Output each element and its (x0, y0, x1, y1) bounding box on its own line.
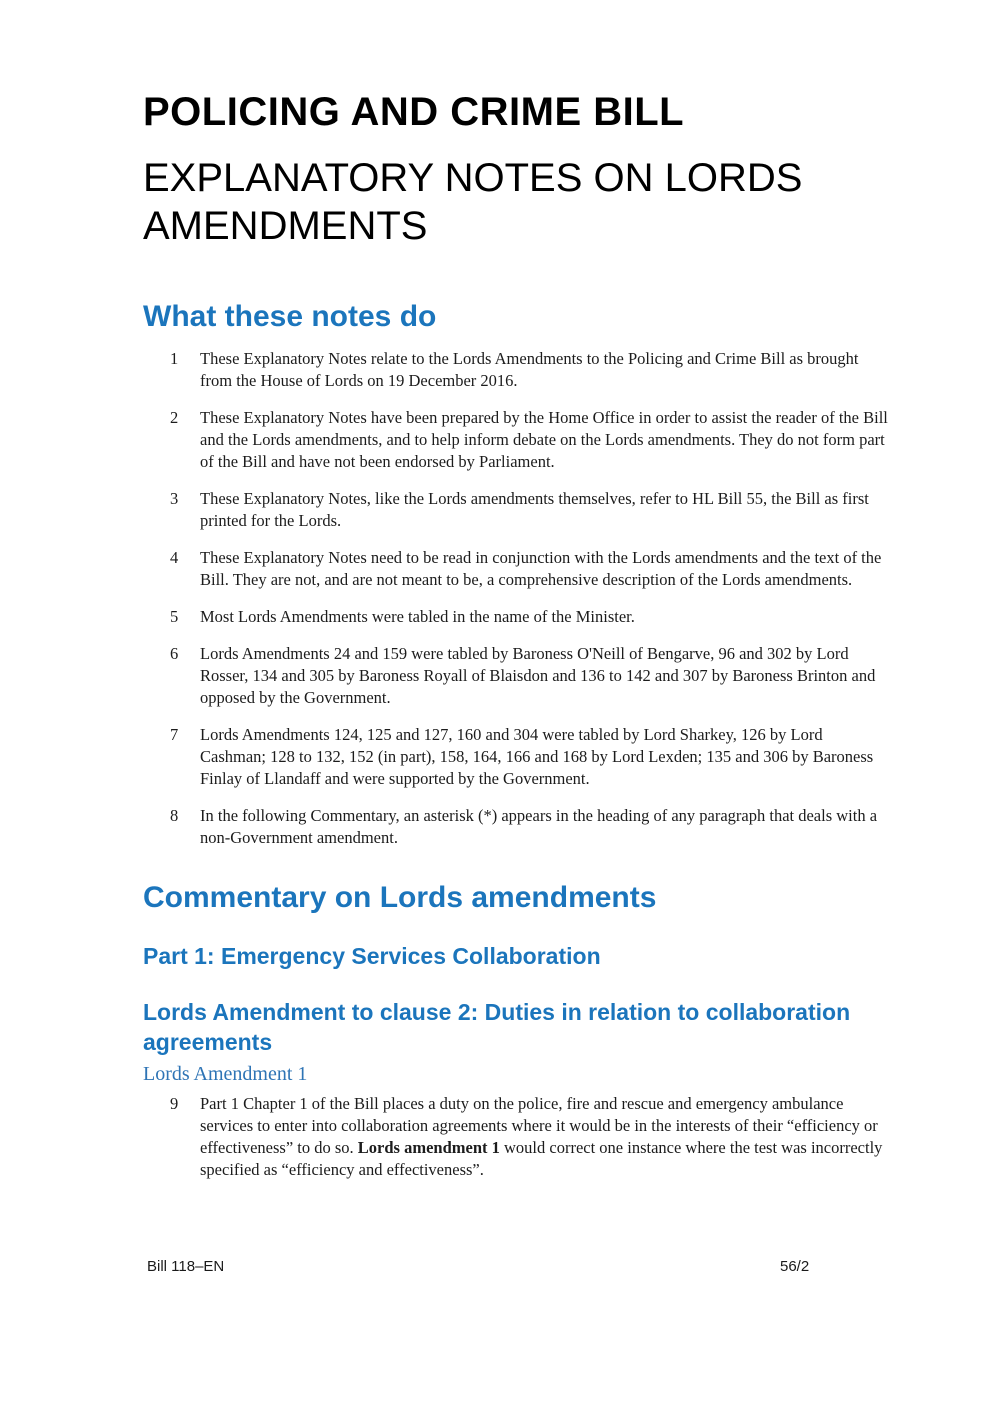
paragraph-number: 6 (170, 644, 179, 663)
doc-subtitle: EXPLANATORY NOTES ON LORDS AMENDMENTS (143, 156, 803, 248)
numbered-paragraph-3 (143, 488, 891, 532)
numbered-paragraph-7 (143, 724, 891, 790)
paragraph-9-text-after: would correct one instance where the test was incorrectly specified as “efficiency and effectiveness”. (200, 1138, 883, 1179)
section-heading-commentary: Commentary on Lords amendments (143, 881, 657, 914)
clause-2-heading: Lords Amendment to clause 2: Duties in relation to collaboration agreements (143, 999, 851, 1055)
numbered-paragraph-2 (143, 407, 891, 473)
paragraph-text (200, 1093, 891, 1181)
paragraph-number: 4 (170, 548, 179, 567)
paragraph-text: These Explanatory Notes, like the Lords amendments themselves, refer to HL Bill 55, the Bill as first printed for the Lords. (200, 489, 869, 530)
paragraph-number: 8 (170, 806, 179, 825)
paragraph-number: 9 (170, 1094, 179, 1113)
paragraph-text: These Explanatory Notes need to be read in conjunction with the Lords amendments and the text of the Bill. They are not, and are not meant to be, a comprehensive description of the Lords amendments. (200, 548, 882, 589)
footer-page-number: 56/2 (780, 1258, 810, 1275)
paragraph-text: These Explanatory Notes have been prepared by the Home Office in order to assist the reader of the Bill and the Lords amendments, and to help inform debate on the Lords amendments. They do not form part of the Bill and have not been endorsed by Parliament. (200, 408, 888, 471)
paragraph-number: 7 (170, 725, 179, 744)
numbered-paragraph-1 (143, 348, 891, 392)
paragraph-number: 3 (170, 489, 179, 508)
numbered-paragraph-9 (143, 1093, 891, 1181)
lords-amendment-1-heading: Lords Amendment 1 (143, 1063, 308, 1085)
paragraph-text: In the following Commentary, an asterisk (*) appears in the heading of any paragraph that deals with a non-Government amendment. (200, 806, 878, 847)
numbered-paragraph-5 (143, 606, 891, 628)
paragraph-9-bold-phrase: Lords amendment 1 (357, 1138, 500, 1157)
numbered-paragraph-8 (143, 805, 891, 849)
part-1-heading: Part 1: Emergency Services Collaboration (143, 943, 601, 969)
numbered-paragraph-6 (143, 643, 891, 709)
paragraph-number: 1 (170, 349, 179, 368)
paragraph-number: 2 (170, 408, 179, 427)
paragraph-number: 5 (170, 607, 179, 626)
doc-title: POLICING AND CRIME BILL (143, 90, 685, 134)
paragraph-text: Lords Amendments 124, 125 and 127, 160 and 304 were tabled by Lord Sharkey, 126 by Lord Cashman; 128 to 132, 152 (in part), 158, 164, 166 and 168 by Lord Lexden; 135 and 306 by Baroness Finlay of Llandaff and were supported by the Government. (200, 725, 874, 788)
footer-bill-number: Bill 118–EN (147, 1258, 225, 1275)
numbered-paragraph-4 (143, 547, 891, 591)
section-heading-what-these-notes-do: What these notes do (143, 300, 437, 333)
notes-paragraph-list (143, 348, 891, 849)
paragraph-text: These Explanatory Notes relate to the Lords Amendments to the Policing and Crime Bill as brought from the House of Lords on 19 December 2016. (200, 349, 859, 390)
paragraph-text: Lords Amendments 24 and 159 were tabled by Baroness O'Neill of Bengarve, 96 and 302 by Lord Rosser, 134 and 305 by Baroness Royall of Blaisdon and 136 to 142 and 307 by Baroness Brinton and opposed by the Government. (200, 644, 876, 707)
paragraph-9-text-before: Part 1 Chapter 1 of the Bill places a duty on the police, fire and rescue and emergency ambulance services to enter into collaboration agreements where it would be in the interests of their “efficiency or effectiveness” to do so. (200, 1094, 878, 1157)
paragraph-text: Most Lords Amendments were tabled in the name of the Minister. (200, 607, 635, 626)
